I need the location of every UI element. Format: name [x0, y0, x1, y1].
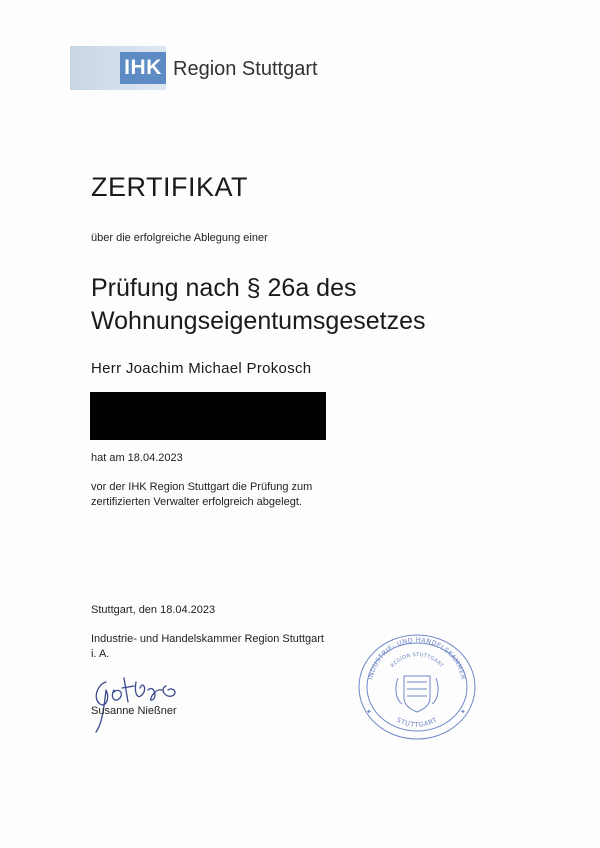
seal-bottom-text: STUTTGART: [395, 715, 439, 729]
exam-name-line-2: Wohnungseigentumsgesetzes: [91, 307, 426, 335]
svg-text:✦: ✦: [366, 708, 372, 716]
body-line-2: zertifizierten Verwalter erfolgreich abgelegt.: [91, 496, 302, 508]
seal-inner-text: REGION STUTTGART: [389, 651, 445, 669]
exam-date-line: hat am 18.04.2023: [91, 452, 183, 464]
svg-text:✦: ✦: [460, 708, 466, 716]
svg-text:STUTTGART: [395, 716, 439, 729]
seal-ring-text: INDUSTRIE- UND HANDELSKAMMER: [366, 635, 468, 681]
exam-name: [91, 272, 425, 338]
certificate-title: ZERTIFIKAT: [91, 172, 249, 202]
svg-text:INDUSTRIE- UND HANDELSKAMMER: [367, 636, 468, 681]
svg-text:REGION STUTTGART: [390, 652, 445, 670]
redaction-block: [90, 392, 326, 440]
ihk-logo: [70, 46, 360, 90]
im-auftrag: i. A.: [91, 648, 110, 660]
issuing-organization: Industrie- und Handelskammer Region Stuttgart: [91, 633, 324, 645]
signatory-name: Susanne Nießner: [91, 705, 177, 717]
place-and-date: Stuttgart, den 18.04.2023: [91, 604, 216, 616]
logo-ihk-box: IHK: [120, 52, 166, 84]
body-line-1: vor der IHK Region Stuttgart die Prüfung zum: [91, 481, 313, 493]
exam-name-line-1: Prüfung nach § 26a des: [91, 274, 357, 302]
official-seal: [352, 632, 482, 742]
certificate-body: [91, 480, 351, 510]
logo-region-text: Region Stuttgart: [173, 58, 318, 80]
holder-name: Herr Joachim Michael Prokosch: [91, 360, 312, 377]
certificate-subtitle: über die erfolgreiche Ablegung einer: [91, 232, 268, 244]
handwritten-signature: [84, 668, 194, 738]
